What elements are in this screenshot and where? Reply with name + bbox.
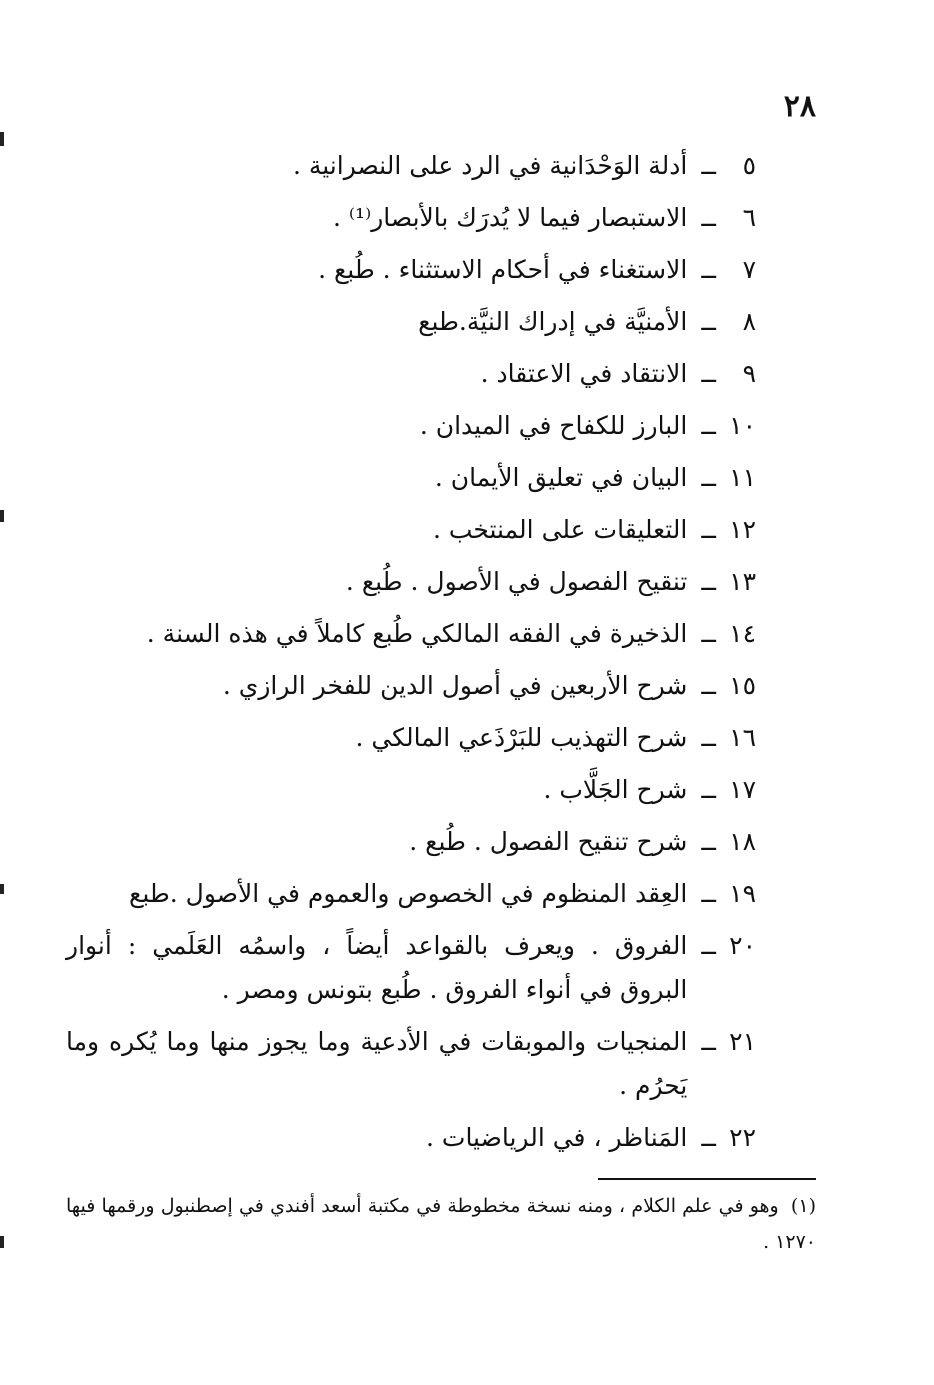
item-title: العِقد المنظوم في الخصوص والعموم في الأصول .طبع (129, 879, 688, 908)
scan-edge-mark (0, 884, 4, 894)
book-list (66, 140, 756, 1164)
item-number: ٧ (742, 255, 756, 284)
list-item (66, 556, 756, 608)
list-item (66, 244, 756, 296)
item-title: الانتقاد في الاعتقاد . (480, 359, 688, 388)
item-number: ٥ (742, 151, 756, 180)
item-dash: ــ (701, 151, 716, 180)
item-number: ١٨ (729, 827, 756, 856)
item-title: الفروق . ويعرف بالقواعد أيضاً ، واسمُه العَلَمي : أنوار البروق في أنواء الفروق . طُبع بتونس ومصر . (66, 931, 688, 1004)
item-number: ٦ (742, 203, 756, 232)
item-dash: ــ (701, 203, 716, 232)
item-dash: ــ (701, 1123, 716, 1152)
item-title: المَناظر ، في الرياضيات . (426, 1123, 688, 1152)
list-item (66, 348, 756, 400)
list-item (66, 192, 756, 244)
item-number: ٨ (742, 307, 756, 336)
item-dash: ــ (701, 567, 716, 596)
list-item (66, 920, 756, 1016)
item-title: الذخيرة في الفقه المالكي طُبع كاملاً في هذه السنة . (146, 619, 688, 648)
item-number: ٢٠ (729, 931, 756, 960)
item-number: ١٠ (729, 411, 756, 440)
item-number: ١٦ (729, 723, 756, 752)
item-dash: ــ (701, 515, 716, 544)
item-dash: ــ (701, 255, 716, 284)
list-item (66, 296, 756, 348)
item-title: تنقيح الفصول في الأصول . طُبع . (345, 567, 688, 596)
item-number: ٢١ (729, 1027, 756, 1056)
item-title: أدلة الوَحْدَانية في الرد على النصرانية . (292, 151, 688, 180)
item-dash: ــ (701, 827, 716, 856)
item-number: ١٢ (729, 515, 756, 544)
list-item (66, 764, 756, 816)
list-item (66, 712, 756, 764)
item-title: الاستغناء في أحكام الاستثناء . طُبع . (318, 255, 688, 284)
item-dash: ــ (701, 619, 716, 648)
item-title: شرح تنقيح الفصول . طُبع . (409, 827, 688, 856)
item-title: شرح الجَلَّاب . (543, 775, 688, 804)
item-number: ١٤ (729, 619, 756, 648)
item-dash: ــ (701, 879, 716, 908)
scan-edge-mark (0, 132, 4, 146)
item-number: ١١ (729, 463, 756, 492)
scan-edge-mark (0, 1236, 4, 1248)
item-title: البيان في تعليق الأيمان . (434, 463, 688, 492)
item-number: ١٥ (729, 671, 756, 700)
page-number: ٢٨ (783, 89, 816, 124)
item-dash: ــ (701, 359, 716, 388)
list-item (66, 452, 756, 504)
list-item (66, 1112, 756, 1164)
list-item (66, 1016, 756, 1112)
item-dash: ــ (701, 307, 716, 336)
item-dash: ــ (701, 671, 716, 700)
list-item (66, 608, 756, 660)
item-title: شرح الأربعين في أصول الدين للفخر الرازي . (222, 671, 688, 700)
item-dash: ــ (701, 463, 716, 492)
item-number: ١٧ (729, 775, 756, 804)
list-item (66, 400, 756, 452)
item-dash: ــ (701, 775, 716, 804)
list-item (66, 140, 756, 192)
scan-edge-mark (0, 510, 4, 522)
item-dash: ــ (701, 931, 716, 960)
item-title: الاستبصار فيما لا يُدرَك بالأبصار⁽¹⁾ . (332, 203, 688, 232)
item-dash: ــ (701, 1027, 716, 1056)
list-item (66, 660, 756, 712)
list-item (66, 504, 756, 556)
item-number: ٢٢ (729, 1123, 756, 1152)
footnote-divider (598, 1178, 816, 1180)
footnote-marker: (١) (790, 1195, 816, 1217)
list-item (66, 816, 756, 868)
footnote (66, 1188, 816, 1260)
item-title: الأمنيَّة في إدراك النيَّة.طبع (418, 307, 688, 336)
item-number: ٩ (742, 359, 756, 388)
item-number: ١٣ (729, 567, 756, 596)
item-title: البارز للكفاح في الميدان . (419, 411, 688, 440)
item-number: ١٩ (729, 879, 756, 908)
footnote-text: وهو في علم الكلام ، ومنه نسخة مخطوطة في مكتبة أسعد أفندي في إصطنبول ورقمها فيها ١٢٧٠ . (66, 1195, 816, 1253)
list-item (66, 868, 756, 920)
item-dash: ــ (701, 723, 716, 752)
item-dash: ــ (701, 411, 716, 440)
item-title: المنجيات والموبقات في الأدعية وما يجوز منها وما يُكره وما يَحرُم . (66, 1027, 688, 1100)
item-title: التعليقات على المنتخب . (432, 515, 688, 544)
item-title: شرح التهذيب للبَرْذَعي المالكي . (355, 723, 688, 752)
